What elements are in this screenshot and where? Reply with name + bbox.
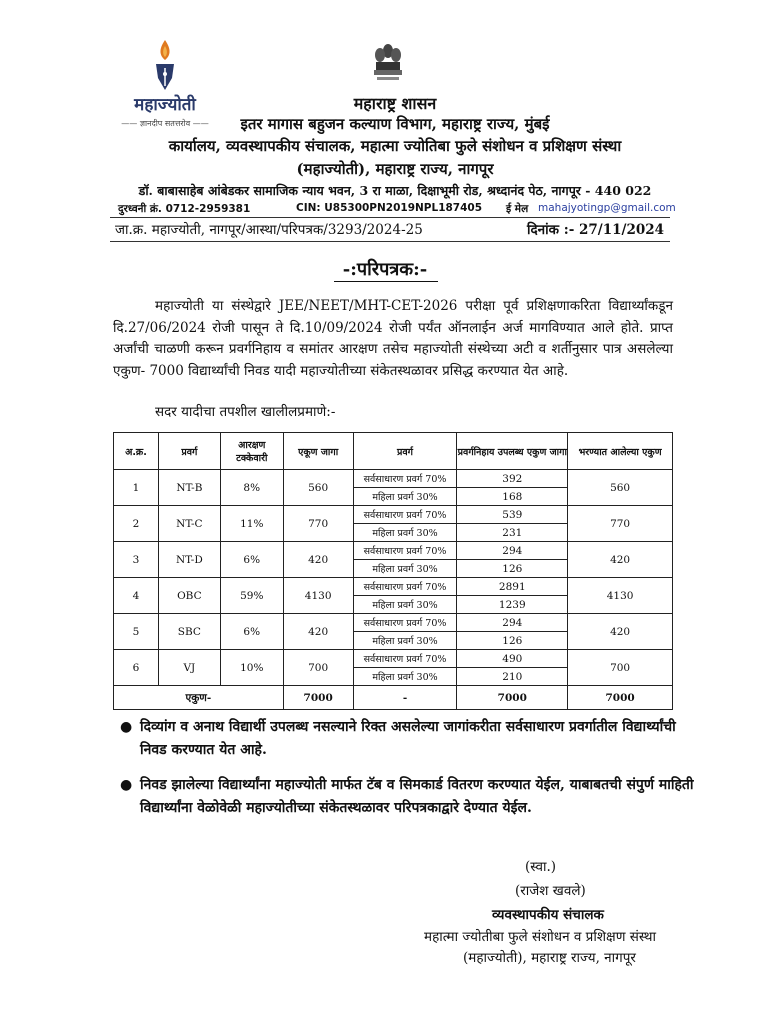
selection-table [113,432,673,710]
table-header-row [114,433,673,470]
cin: CIN: U85300PN2019NPL187405 [296,202,483,214]
bullet-icon: ● [120,719,133,735]
available-cell: 126 [457,560,568,578]
available-cell: 1239 [457,596,568,614]
signatory-name: (राजेश खवले) [515,883,586,899]
percentage-cell: 8% [220,470,283,506]
total-row [114,686,673,710]
table-row [114,470,673,488]
address: डॉ. बाबासाहेब आंबेडकर सामाजिक न्याय भवन, 3 रा माळा, दिक्षाभूमी रोड, श्रध्दानंद पेठ, नागपूर - 440 022 [138,183,652,198]
table-row [114,650,673,668]
available-cell: 2891 [457,578,568,596]
percentage-cell: 10% [220,650,283,686]
filled-cell: 420 [568,542,673,578]
available-cell: 294 [457,542,568,560]
divider [110,241,670,242]
subcategory-cell: सर्वसाधारण प्रवर्ग 70% [353,506,457,524]
row-number: 2 [114,506,159,542]
filled-cell: 700 [568,650,673,686]
subcategory-cell: महिला प्रवर्ग 30% [353,632,457,650]
table-row [114,614,673,632]
col-header: अ.क्र. [114,433,159,470]
note-bullet [118,716,700,762]
table-intro: सदर यादीचा तपशील खालीलप्रमाणे:- [155,404,336,420]
col-header: भरण्यात आलेल्या एकुण [568,433,673,470]
logo-text: महाज्योती [134,95,196,115]
percentage-cell: 11% [220,506,283,542]
seats-cell: 560 [283,470,353,506]
logo-tagline: —— ज्ञानदीप सतत्तरोव —— [121,119,209,128]
subcategory-cell: महिला प्रवर्ग 30% [353,668,457,686]
filled-cell: 420 [568,614,673,650]
available-cell: 126 [457,632,568,650]
available-cell: 231 [457,524,568,542]
circular-title: -:परिपत्रक:- [342,259,428,280]
percentage-cell: 6% [220,614,283,650]
subcategory-cell: महिला प्रवर्ग 30% [353,560,457,578]
subcategory-cell: सर्वसाधारण प्रवर्ग 70% [353,614,457,632]
subcategory-cell: सर्वसाधारण प्रवर्ग 70% [353,470,457,488]
header-government: महाराष्ट्र शासन [353,94,437,113]
available-cell: 294 [457,614,568,632]
col-header: प्रवर्ग [353,433,457,470]
signatory-org: महात्मा ज्योतीबा फुले संशोधन व प्रशिक्षण संस्था [424,929,656,945]
category-cell: SBC [158,614,220,650]
subcategory-cell: सर्वसाधारण प्रवर्ग 70% [353,650,457,668]
seats-cell: 420 [283,614,353,650]
header-office: कार्यालय, व्यवस्थापकीय संचालक, महात्मा ज्योतिबा फुले संशोधन व प्रशिक्षण संस्था [168,137,622,155]
total-seats: 7000 [283,686,353,710]
filled-cell: 560 [568,470,673,506]
subcategory-cell: सर्वसाधारण प्रवर्ग 70% [353,578,457,596]
col-header: प्रवर्गनिहाय उपलब्ध एकुण जागा [457,433,568,470]
circular-date: दिनांक :- 27/11/2024 [527,222,665,238]
signatory-org-location: (महाज्योती), महाराष्ट्र राज्य, नागपूर [463,950,636,966]
bullet-icon: ● [120,777,133,793]
email-link[interactable]: mahajyotingp@gmail.com [538,202,676,214]
total-category: - [353,686,457,710]
table-body [114,470,673,710]
seats-cell: 4130 [283,578,353,614]
row-number: 4 [114,578,159,614]
filled-cell: 770 [568,506,673,542]
note-bullet [118,774,700,820]
note-text: निवड झालेल्या विद्यार्थ्यांना महाज्योती मार्फत टॅब व सिमकार्ड वितरण करण्यात येईल, याबाबतची संपुर्ण माहिती विद्यार्थ्यांना वेळोवेळी महाज्योतीच्या संकेतस्थळावर परिपत्रकाद्वारे देण्यात येईल. [140,777,694,816]
table-row [114,578,673,596]
total-filled: 7000 [568,686,673,710]
row-number: 3 [114,542,159,578]
seats-cell: 420 [283,542,353,578]
available-cell: 392 [457,470,568,488]
percentage-cell: 59% [220,578,283,614]
signatory-designation: व्यवस्थापकीय संचालक [492,907,604,923]
table-row [114,506,673,524]
signed-mark: (स्वा.) [525,859,557,875]
total-available: 7000 [457,686,568,710]
col-header: प्रवर्ग [158,433,220,470]
total-label: एकुण- [114,686,284,710]
available-cell: 210 [457,668,568,686]
table-row [114,542,673,560]
available-cell: 168 [457,488,568,506]
row-number: 5 [114,614,159,650]
col-header: एकूण जागा [283,433,353,470]
note-text: दिव्यांग व अनाथ विद्यार्थी उपलब्ध नसल्याने रिक्त असलेल्या जागांकरीता सर्वसाधारण प्रवर्गातील विद्यार्थ्यांची निवड करण्यात येत आहे. [140,719,676,758]
phone: दुरध्वनी क्रं. 0712-2959381 [118,203,251,215]
seats-cell: 700 [283,650,353,686]
percentage-cell: 6% [220,542,283,578]
subcategory-cell: महिला प्रवर्ग 30% [353,524,457,542]
col-header: आरक्षण टक्केवारी [220,433,283,470]
subcategory-cell: सर्वसाधारण प्रवर्ग 70% [353,542,457,560]
subcategory-cell: महिला प्रवर्ग 30% [353,488,457,506]
body-paragraph: महाज्योती या संस्थेद्वारे JEE/NEET/MHT-CET-2026 परीक्षा पूर्व प्रशिक्षणाकरिता विद्यार्थ्यांकडून दि.27/06/2024 रोजी पासून ते दि.10/09/2024 रोजी पर्यंत ऑनलाईन अर्ज मागविण्यात आले होते. प्राप्त अर्जांची चाळणी करून प्रवर्गनिहाय व समांतर आरक्षण तसेच महाज्योती संस्थेच्या अटी व शर्तीनुसार पात्र असलेल्या एकुण- 7000 विद्यार्थ्यांची निवड यादी महाज्योतीच्या संकेतस्थळावर प्रसिद्ध करण्यात येत आहे. [113,298,673,379]
category-cell: NT-B [158,470,220,506]
email-label: ई मेल [506,203,529,215]
subcategory-cell: महिला प्रवर्ग 30% [353,596,457,614]
row-number: 6 [114,650,159,686]
reference-number: जा.क्र. महाज्योती, नागपूर/आस्था/परिपत्रक/3293/2024-25 [115,222,423,238]
category-cell: OBC [158,578,220,614]
filled-cell: 4130 [568,578,673,614]
seats-cell: 770 [283,506,353,542]
category-cell: VJ [158,650,220,686]
state-emblem-icon [371,42,405,86]
row-number: 1 [114,470,159,506]
category-cell: NT-D [158,542,220,578]
header-org: (महाज्योती), महाराष्ट्र राज्य, नागपूर [296,160,494,178]
divider [110,217,670,218]
category-cell: NT-C [158,506,220,542]
available-cell: 490 [457,650,568,668]
title-underline [334,281,438,282]
available-cell: 539 [457,506,568,524]
header-department: इतर मागास बहुजन कल्याण विभाग, महाराष्ट्र राज्य, मुंबई [240,115,550,133]
